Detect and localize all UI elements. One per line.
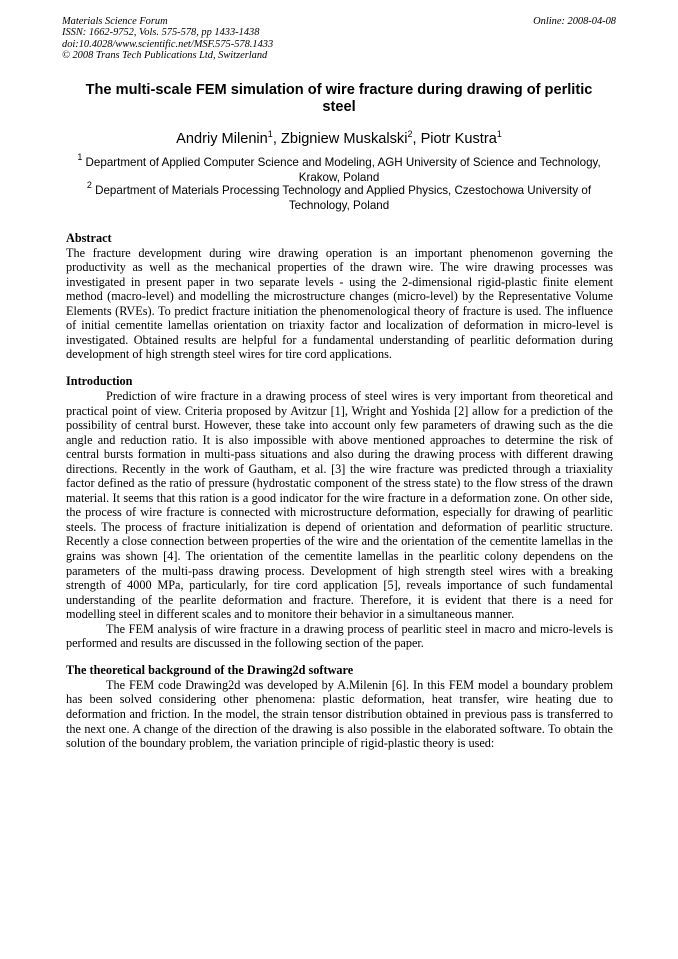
copyright-line: © 2008 Trans Tech Publications Ltd, Switzerland [62, 49, 268, 61]
introduction-paragraph: Prediction of wire fracture in a drawing process of steel wires is very important from theoretical and practical point of view. Criteria proposed by Avitzur [1], Wright and Yoshida [2] allow for a prediction of the possibility of central burst. However, these take into account only few parameters of drawing such as the die angle and reduction ratio. It is also impossible with above mentioned approaches to determine the risk of central bursts formation in multi-pass situations and also during the drawing process with different drawing directions. Recently in the work of Gautham, et al. [3] the wire fracture was predicted through a triaxiality factor defined as the ratio of pressure (hydrostatic component of the stress state) to the flow stress of the drawn material. It seems that this ration is a good indicator for the wire fracture in a deformation zone. On other side, the process of wire fracture is connected with microstructure deformation, especially for drawing of pearlitic steels. The process of fracture initialization is depend of orientation and deformation of pearlitic structure. Recently a close connection between properties of the wire and the orientation of the cementite lamellas in the grains was shown [4]. The orientation of the cementite lamellas in the pearlitic colony dependens on the parameters of the multi-pass drawing process. Development of high strength steel wires with a breaking strength of 4000 MPa, particularly, for tire cord application [5], reveals importance of such fundamental understanding of the pearlite deformation and fracture. Therefore, it is evident that there is a need for modelling steel in different scales and to monitore their behavior in a simultaneous manner. [66, 388, 613, 622]
author-name: Piotr Kustra [420, 131, 497, 147]
affiliation-list [62, 152, 616, 212]
doi-line: doi:10.4028/www.scientific.net/MSF.575-578.1433 [62, 38, 274, 50]
author-list [62, 131, 616, 149]
affiliation-text: Department of Materials Processing Technology and Applied Physics, Czestochowa University of Technology, Poland [91, 184, 592, 212]
affiliation-text: Department of Applied Computer Science and Modeling, AGH University of Science and Technology, Krakow, Poland [82, 156, 601, 184]
author-separator: , [412, 131, 421, 147]
author-affiliation-marker: 1 [267, 129, 273, 139]
introduction-paragraph: The FEM analysis of wire fracture in a drawing process of pearlitic steel in macro and micro-levels is performed and results are discussed in the following section of the paper. [66, 621, 613, 651]
abstract-text: The fracture development during wire drawing operation is an important phenomenon governing the productivity as well as the mechanical properties of the drawn wire. The wire drawing processes was investigated in present paper in two separate levels - using the 2-dimensional rigid-plastic finite element method (macro-level) and modelling the microstructure changes (micro-level) by the Representative Volume Elements (RVEs). To predict fracture initiation the phenomenological theory of fracture is used. The influence of initial cementite lamellas orientation on triaxity factor and localization of deformation in micro-level is investigated. Obtained results are helpful for a fundamental understanding of pearlitic deformation during development of high strength steel wires for tire cord applications. [66, 245, 613, 362]
affiliation-number: 2 [86, 180, 92, 191]
online-date: Online: 2008-04-08 [533, 16, 616, 27]
abstract-heading: Abstract [66, 231, 112, 245]
journal-header [62, 16, 616, 61]
section-gap [66, 362, 613, 375]
affiliation-number: 1 [77, 152, 83, 162]
author-affiliation-marker: 2 [407, 129, 413, 139]
section-gap [66, 651, 613, 664]
introduction-heading: Introduction [66, 374, 133, 389]
article-body [66, 231, 613, 751]
journal-name: Materials Science Forum [62, 16, 168, 27]
theory-paragraph: The FEM code Drawing2d was developed by A.Milenin [6]. In this FEM model a boundary problem has been solved considering other phenomena: plastic deformation, heat transfer, wire heating due to deformation and friction. In the model, the strain tensor distribution obtained in previous pass is transferred to the next one. A change of the direction of the drawing is also possible in the elaborated software. To obtain the solution of the boundary problem, the variation principle of rigid-plastic theory is used: [66, 677, 613, 751]
paper-title: The multi-scale FEM simulation of wire fracture during drawing of perlitic steel [85, 82, 593, 115]
author-affiliation-marker: 1 [496, 129, 502, 139]
issn-line: ISSN: 1662-9752, Vols. 575-578, pp 1433-1438 [62, 27, 260, 39]
author-name: Zbigniew Muskalski [280, 131, 408, 147]
affiliation [62, 152, 616, 184]
theory-heading: The theoretical background of the Drawing2d software [66, 663, 354, 678]
affiliation [62, 180, 616, 212]
author-name: Andriy Milenin [176, 131, 268, 147]
author-separator: , [272, 131, 281, 147]
